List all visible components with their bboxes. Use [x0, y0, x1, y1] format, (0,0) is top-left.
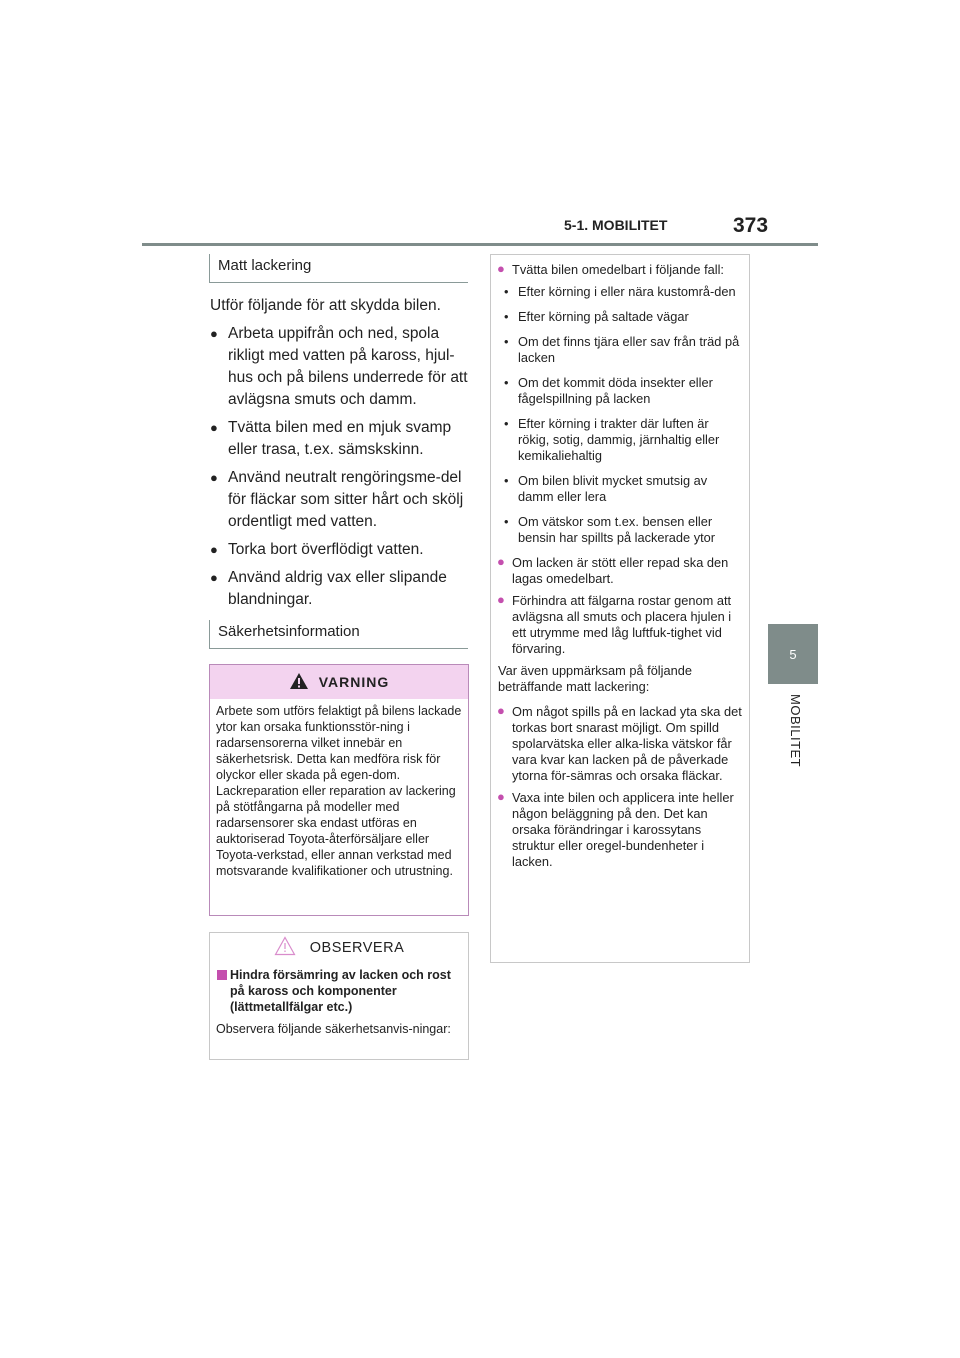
- notice-icon: [274, 936, 296, 960]
- list-item: ● Om något spills på en lackad yta ska det torkas bort snarast möjligt. Om spilld spolarvätska eller alka-liska vätskor får vara kvar kan lacken på de påverkade ytorna för-sämras och orsaka fläckar.: [498, 704, 742, 784]
- list-item: ● Om lacken är stött eller repad ska den lagas omedelbart.: [498, 555, 742, 587]
- chapter-tab-label: MOBILITET: [788, 694, 803, 768]
- list-item: ● Förhindra att fälgarna rostar genom att avlägsna all smuts och placera hjulen i ett utrymme med låg luftfuk-tighet vid förvaring.: [498, 593, 742, 657]
- notice-box: [209, 932, 469, 1060]
- sub-list-item: • Om bilen blivit mycket smutsig av damm eller lera: [498, 473, 742, 505]
- matt-bullet: ● Använd neutralt rengöringsme-del för fläckar som sitter hårt och skölj ordentligt med vatten.: [210, 467, 470, 533]
- list-item: ● Vaxa inte bilen och applicera inte heller någon beläggning på den. Det kan orsaka förändringar i karossytans struktur eller oregel-bundenheter i lacken.: [498, 790, 742, 870]
- notice-subheading: Hindra försämring av lacken och rost på kaross och komponenter (lättmetallfälgar etc.): [216, 967, 462, 1015]
- plain-paragraph: Var även uppmärksam på följande beträffande matt lackering:: [498, 663, 692, 694]
- chapter-tab-number: 5: [768, 624, 818, 684]
- notice-text: Observera följande säkerhetsanvis-ningar:: [216, 1022, 451, 1036]
- matt-bullet: ● Använd aldrig vax eller slipande blandningar.: [210, 567, 470, 611]
- matt-intro: Utför följande för att skydda bilen.: [210, 297, 441, 314]
- right-column-box: [490, 254, 750, 963]
- warning-title: VARNING: [318, 674, 390, 690]
- warning-header: [210, 665, 468, 699]
- sub-list-item: • Om vätskor som t.ex. bensen eller bensin har spillts på lackerade ytor: [498, 514, 742, 546]
- matt-heading: Matt lackering: [209, 254, 468, 283]
- warning-box: [209, 664, 469, 916]
- matt-bullet: ● Torka bort överflödigt vatten.: [210, 539, 470, 561]
- matt-section: [210, 295, 470, 617]
- list-item: ● Tvätta bilen omedelbart i följande fall:: [498, 262, 742, 278]
- warning-icon: [289, 672, 309, 693]
- safety-heading: Säkerhetsinformation: [209, 620, 468, 649]
- matt-bullet: ● Arbeta uppifrån och ned, spola rikligt med vatten på kaross, hjul-hus och på bilens underrede för att avlägsna smuts och damm.: [210, 323, 470, 411]
- matt-bullet: ● Tvätta bilen med en mjuk svamp eller trasa, t.ex. sämskskinn.: [210, 417, 470, 461]
- header-rule: [142, 243, 818, 246]
- notice-header: [210, 933, 468, 963]
- page-number: 373: [733, 214, 769, 237]
- section-title: 5-1. MOBILITET: [564, 217, 668, 233]
- notice-body: [210, 963, 468, 1041]
- warning-text: Arbete som utförs felaktigt på bilens lackade ytor kan orsaka funktionsstör-ning i radarsensorerna vilket innebär en säkerhetsrisk. Detta kan medföra risk för olyckor eller skada på egen-dom. Lackreparation eller reparation av lackering på stötfångarna på modeller med radarsensorer ska endast utföras en auktoriserad Toyota-återförsäljare eller Toyota-verkstad, eller annan verkstad med motsvarande kvalifikationer och utrustning.: [216, 704, 462, 878]
- sub-list-item: • Efter körning på saltade vägar: [498, 309, 742, 325]
- notice-title: OBSERVERA: [309, 940, 405, 956]
- sub-list-item: • Efter körning i eller nära kustområ-den: [498, 284, 742, 300]
- sub-list-item: • Efter körning i trakter där luften är rökig, sotig, dammig, järnhaltig eller kemikaliehaltig: [498, 416, 742, 464]
- sub-list-item: • Om det kommit döda insekter eller fågelspillning på lacken: [498, 375, 742, 407]
- sub-list-item: • Om det finns tjära eller sav från träd på lacken: [498, 334, 742, 366]
